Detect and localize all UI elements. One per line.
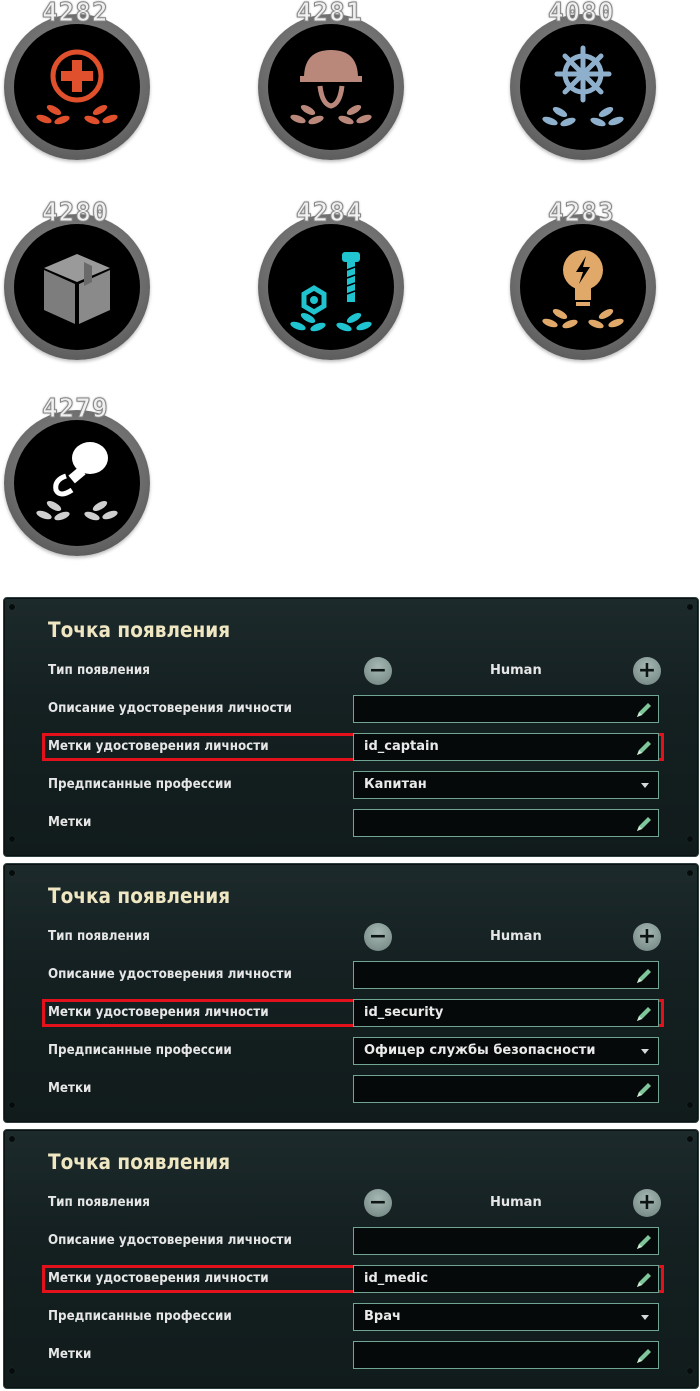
id-tags-field[interactable]: id_captain: [353, 733, 659, 761]
spawn-point-panel-security: [3, 863, 699, 1123]
badge-power[interactable]: [508, 198, 658, 356]
jobs-label: Предписанные профессии: [48, 777, 232, 792]
id-tags-field[interactable]: id_security: [353, 999, 659, 1027]
spawn-type-value: Human: [490, 663, 542, 678]
chevron-down-icon: [641, 1315, 649, 1320]
ship-wheel-icon: [520, 24, 646, 150]
chevron-down-icon: [641, 1049, 649, 1054]
id-description-field[interactable]: [353, 961, 659, 989]
panel-title: Точка появления: [48, 884, 231, 908]
nut-bolt-icon: [268, 224, 394, 350]
id-description-field[interactable]: [353, 1227, 659, 1255]
pencil-icon[interactable]: [634, 1232, 654, 1252]
tags-field[interactable]: [353, 1341, 659, 1369]
id-tags-label: Метки удостоверения личности: [48, 1271, 269, 1286]
id-description-label: Описание удостоверения личности: [48, 701, 292, 716]
badge-number: 4080: [548, 0, 615, 28]
badge-number: 4279: [42, 394, 109, 424]
plus-icon: +: [637, 1190, 657, 1215]
pencil-icon[interactable]: [634, 814, 654, 834]
badge-number: 4284: [296, 198, 363, 228]
jobs-dropdown[interactable]: Врач: [353, 1303, 659, 1331]
spawn-type-decrease-button[interactable]: [364, 1189, 392, 1217]
badge-cargo[interactable]: [2, 198, 152, 356]
jobs-label: Предписанные профессии: [48, 1043, 232, 1058]
spawn-type-increase-button[interactable]: [633, 1189, 661, 1217]
chevron-down-icon: [641, 783, 649, 788]
jobs-dropdown[interactable]: Капитан: [353, 771, 659, 799]
tags-field[interactable]: [353, 1075, 659, 1103]
spawn-type-value: Human: [490, 1195, 542, 1210]
id-tags-field[interactable]: id_medic: [353, 1265, 659, 1293]
pencil-icon[interactable]: [634, 700, 654, 720]
panel-title: Точка появления: [48, 618, 231, 642]
panel-title: Точка появления: [48, 1150, 231, 1174]
pencil-icon[interactable]: [634, 966, 654, 986]
spawn-type-increase-button[interactable]: [633, 657, 661, 685]
pacifier-icon: [14, 420, 140, 546]
minus-icon: −: [368, 658, 388, 683]
spawn-type-label: Тип появления: [48, 1195, 150, 1210]
pencil-icon[interactable]: [634, 1080, 654, 1100]
badge-medical[interactable]: [2, 0, 152, 156]
badge-grid: [0, 0, 700, 580]
helmet-icon: [268, 24, 394, 150]
pencil-icon[interactable]: [634, 738, 654, 758]
plus-icon: +: [637, 924, 657, 949]
pencil-icon[interactable]: [634, 1270, 654, 1290]
pencil-icon[interactable]: [634, 1346, 654, 1366]
minus-icon: −: [368, 924, 388, 949]
spawn-type-increase-button[interactable]: [633, 923, 661, 951]
minus-icon: −: [368, 1190, 388, 1215]
plus-icon: +: [637, 658, 657, 683]
badge-number: 4281: [296, 0, 363, 28]
tags-label: Метки: [48, 1081, 92, 1096]
badge-child[interactable]: [2, 394, 152, 552]
spawn-type-decrease-button[interactable]: [364, 657, 392, 685]
spawn-type-label: Тип появления: [48, 929, 150, 944]
badge-number: 4282: [42, 0, 109, 28]
jobs-label: Предписанные профессии: [48, 1309, 232, 1324]
spawn-point-panel-captain: [3, 597, 699, 857]
medical-cross-icon: [14, 24, 140, 150]
badge-number: 4283: [548, 198, 615, 228]
cargo-box-icon: [14, 224, 140, 350]
tags-label: Метки: [48, 1347, 92, 1362]
id-description-label: Описание удостоверения личности: [48, 1233, 292, 1248]
tags-label: Метки: [48, 815, 92, 830]
id-tags-label: Метки удостоверения личности: [48, 1005, 269, 1020]
badge-number: 4280: [42, 198, 109, 228]
badge-helmet[interactable]: [256, 0, 406, 156]
lightbulb-icon: [520, 224, 646, 350]
id-tags-label: Метки удостоверения личности: [48, 739, 269, 754]
pencil-icon[interactable]: [634, 1004, 654, 1024]
spawn-type-label: Тип появления: [48, 663, 150, 678]
spawn-type-decrease-button[interactable]: [364, 923, 392, 951]
jobs-dropdown[interactable]: Офицер службы безопасности: [353, 1037, 659, 1065]
id-description-field[interactable]: [353, 695, 659, 723]
badge-wheel[interactable]: [508, 0, 658, 156]
spawn-type-value: Human: [490, 929, 542, 944]
spawn-point-panel-medic: [3, 1129, 699, 1389]
id-description-label: Описание удостоверения личности: [48, 967, 292, 982]
badge-engineering[interactable]: [256, 198, 406, 356]
tags-field[interactable]: [353, 809, 659, 837]
